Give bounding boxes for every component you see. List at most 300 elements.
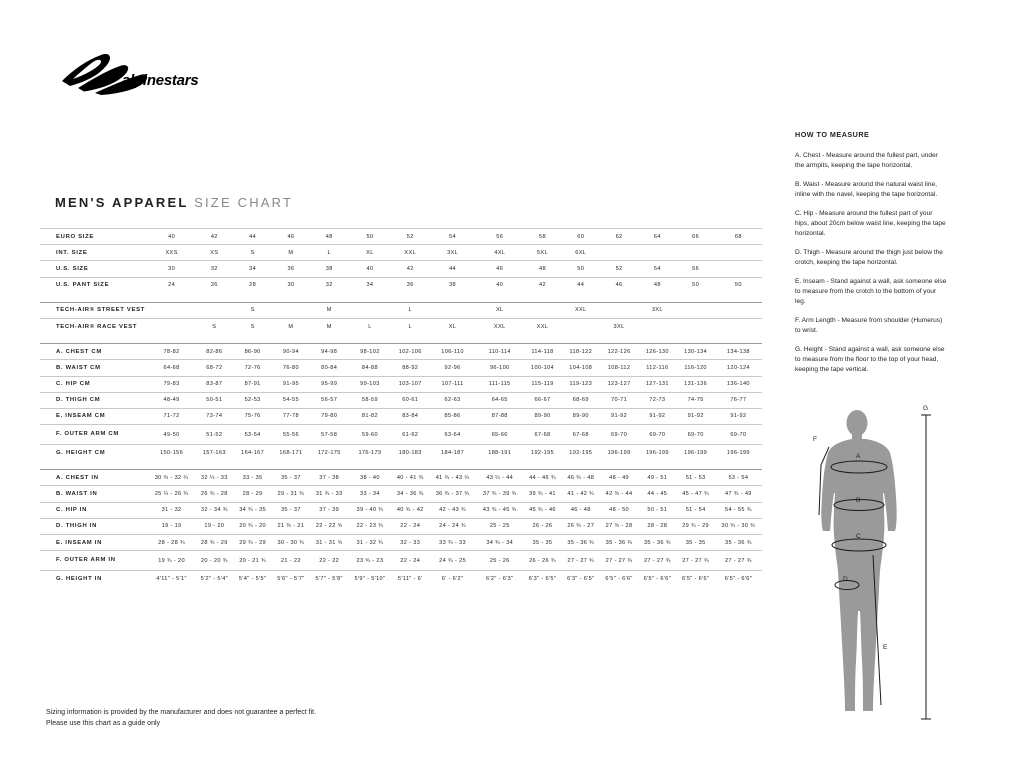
cell: 6'5" - 6'6" (600, 571, 638, 587)
row-label-height-cm: G. HEIGHT CM (40, 445, 148, 461)
cell: 29 ¾ - 29 (233, 535, 271, 551)
cell: 34 ¾ - 35 (233, 502, 271, 518)
table-row (40, 360, 762, 376)
cell: 22 - 24 (392, 551, 429, 571)
cell: XXL (476, 318, 523, 334)
cell: 168-171 (272, 445, 310, 461)
cell: 29 ¾ - 29 (676, 518, 714, 534)
cell: 22 - 22 (310, 551, 348, 571)
row-label-us-pant-size: U.S. PANT SIZE (40, 277, 148, 293)
cell: 3XL (638, 302, 676, 318)
row-label-outer-arm-in (40, 551, 148, 571)
cell: 114-118 (523, 344, 561, 360)
cell: 40 (476, 277, 523, 293)
cell: 5'4" - 5'5" (233, 571, 271, 587)
footer-disclaimer (46, 707, 316, 730)
cell: 44 (429, 261, 476, 277)
table-row (40, 571, 762, 587)
cell: 34 - 36 ¾ (392, 486, 429, 502)
cell: 85-86 (429, 408, 476, 424)
cell: 188-191 (476, 445, 523, 461)
cell: 50 (348, 229, 391, 245)
cell: 3XL (429, 245, 476, 261)
cell: 36 (272, 261, 310, 277)
spacer-row (40, 334, 762, 344)
row-label-inseam-in: E. INSEAM IN (40, 535, 148, 551)
cell: 30 (272, 277, 310, 293)
cell: 38 (429, 277, 476, 293)
table-row (40, 470, 762, 486)
cell: M (310, 302, 348, 318)
cell: 50-51 (195, 392, 233, 408)
cell: 49-50 (148, 425, 195, 445)
row-label-chest-cm: A. CHEST CM (40, 344, 148, 360)
cell (638, 318, 676, 334)
cell (676, 318, 714, 334)
cell: 50 - 51 (638, 502, 676, 518)
cell: 22 - 24 (392, 518, 429, 534)
cell: 119-123 (562, 376, 600, 392)
cell: 38 (310, 261, 348, 277)
cell (619, 245, 638, 261)
cell: 5'11" - 6' (392, 571, 429, 587)
cell: 39 - 40 ¾ (348, 502, 391, 518)
table-row (40, 261, 762, 277)
cell: XXL (562, 302, 600, 318)
cell: 27 - 27 ¾ (562, 551, 600, 571)
cell (657, 245, 676, 261)
table-row (40, 344, 762, 360)
cell: L (392, 318, 429, 334)
cell: 196-199 (600, 445, 638, 461)
cell: 21 ¾ - 21 (272, 518, 310, 534)
table-row (40, 229, 762, 245)
cell: 106-110 (429, 344, 476, 360)
cell: 48 - 50 (600, 502, 638, 518)
cell: 72-76 (233, 360, 271, 376)
cell: 122-126 (600, 344, 638, 360)
cell: 21 - 22 (272, 551, 310, 571)
cell: 51-52 (195, 425, 233, 445)
table-row (40, 518, 762, 534)
how-to-measure-item-f: F. Arm Length - Measure from shoulder (Humerus) to wrist. (795, 317, 943, 335)
cell: 56-57 (310, 392, 348, 408)
cell: 54 (638, 261, 676, 277)
cell (195, 302, 233, 318)
cell: 27 - 27 ¾ (600, 551, 638, 571)
cell: 86-90 (233, 344, 271, 360)
cell: 48 (638, 277, 676, 293)
cell: 6'5" - 6'6" (638, 571, 676, 587)
row-label-euro-size: EURO SIZE (40, 229, 148, 245)
cell: 73-74 (195, 408, 233, 424)
cell: 196-199 (715, 445, 762, 461)
size-chart-table (40, 228, 762, 586)
cell: 63-64 (429, 425, 476, 445)
cell: 68-69 (562, 392, 600, 408)
cell: 90-94 (272, 344, 310, 360)
cell: 44 (562, 277, 600, 293)
cell: XXS (148, 245, 195, 261)
how-to-measure-item-d: D. Thigh - Measure around the thigh just below the crotch, keeping the tape horizontal. (795, 249, 943, 267)
cell: 48 (523, 261, 561, 277)
cell: 69-70 (715, 425, 762, 445)
cell: 26 - 26 ¾ (523, 551, 561, 571)
cell: 126-130 (638, 344, 676, 360)
cell: 45 ¾ - 46 (523, 502, 561, 518)
cell: 33 ¾ - 33 (429, 535, 476, 551)
cell: 31 - 32 (148, 502, 195, 518)
row-label-inseam-cm: E. INSEAM CM (40, 408, 148, 424)
row-label-text: F. OUTER ARM IN (56, 557, 116, 563)
diagram-label-g: G (923, 405, 929, 412)
cell (715, 245, 739, 261)
cell: 32 - 34 ¾ (195, 502, 233, 518)
cell: XXL (392, 245, 429, 261)
cell: 30 (148, 261, 195, 277)
table-row (40, 551, 762, 571)
cell (715, 261, 762, 277)
cell: 37 - 38 (310, 470, 348, 486)
cell: 104-108 (562, 360, 600, 376)
cell: 43 ¼ - 44 (476, 470, 523, 486)
cell: 26 ¾ - 27 (562, 518, 600, 534)
table-row (40, 245, 762, 261)
cell: 22 - 22 ¾ (310, 518, 348, 534)
diagram-label-c: C (856, 533, 861, 540)
cell: 80-84 (310, 360, 348, 376)
cell: M (272, 245, 310, 261)
cell: 44 (233, 229, 271, 245)
cell: 172-175 (310, 445, 348, 461)
cell: 28 - 29 (233, 486, 271, 502)
cell: 25 ¼ - 26 ¾ (148, 486, 195, 502)
cell: 35 - 36 ¾ (600, 535, 638, 551)
cell: 38 - 40 (348, 470, 391, 486)
row-label-int-size: INT. SIZE (40, 245, 148, 261)
cell: 35 - 37 (272, 502, 310, 518)
cell (523, 302, 561, 318)
cell: 59-60 (348, 425, 391, 445)
cell: 4XL (476, 245, 523, 261)
cell: 30 ¾ - 30 ¾ (715, 518, 762, 534)
cell: 46 - 48 (562, 502, 600, 518)
cell: 44 - 46 ¾ (523, 470, 561, 486)
row-label-height-in: G. HEIGHT IN (40, 571, 148, 587)
diagram-label-b: B (856, 497, 861, 504)
cell: 69-70 (676, 425, 714, 445)
cell: 120-124 (715, 360, 762, 376)
cell: 51 - 53 (676, 470, 714, 486)
row-label-chest-in: A. CHEST IN (40, 470, 148, 486)
cell: 42 ¾ - 44 (600, 486, 638, 502)
cell: 130-134 (676, 344, 714, 360)
cell: 51 - 54 (676, 502, 714, 518)
cell (348, 302, 391, 318)
cell: 28 (233, 277, 271, 293)
cell: 95-99 (310, 376, 348, 392)
cell: 28 ¾ - 29 (195, 535, 233, 551)
cell: 30 - 30 ¾ (272, 535, 310, 551)
cell: 76-80 (272, 360, 310, 376)
cell: 89-90 (523, 408, 561, 424)
cell: 91-92 (676, 408, 714, 424)
cell: 53-54 (233, 425, 271, 445)
cell: S (195, 318, 233, 334)
cell: 123-127 (600, 376, 638, 392)
how-to-measure-item-g: G. Height - Stand against a wall, ask someone else to measure from the floor to the top of your head, keeping the tape vertical. (795, 346, 945, 374)
cell: 42 (523, 277, 561, 293)
cell: 103-107 (392, 376, 429, 392)
cell: 4'11" - 5'1" (148, 571, 195, 587)
page-title-sub: SIZE CHART (194, 195, 294, 210)
cell: 35 - 37 (272, 470, 310, 486)
how-to-measure-item-b: B. Waist - Measure around the natural waist line, inline with the navel, keeping the tape horizontal. (795, 181, 938, 199)
row-label-waist-in: B. WAIST IN (40, 486, 148, 502)
cell: 62 (600, 229, 638, 245)
cell: 110-114 (476, 344, 523, 360)
cell: 84-88 (348, 360, 391, 376)
cell (738, 245, 762, 261)
how-to-measure-item-e: E. Inseam - Stand against a wall, ask someone else to measure from the crotch to the bottom of your leg. (795, 278, 947, 306)
cell: 36 ¾ - 37 ¾ (429, 486, 476, 502)
row-label-outer-arm-cm (40, 425, 148, 445)
cell: 100-104 (523, 360, 561, 376)
row-label-us-size: U.S. SIZE (40, 261, 148, 277)
cell: 150-156 (148, 445, 195, 461)
cell: 54-55 (272, 392, 310, 408)
cell: 54 (429, 229, 476, 245)
row-label-waist-cm: B. WAIST CM (40, 360, 148, 376)
row-label-hip-cm: C. HIP CM (40, 376, 148, 392)
cell: 71-72 (148, 408, 195, 424)
how-to-measure-item-c: C. Hip - Measure around the fullest part of your hips, about 20cm below waist line, keeping the tape horizontal. (795, 210, 946, 238)
cell: 131-136 (676, 376, 714, 392)
table-row (40, 486, 762, 502)
cell: 96-100 (476, 360, 523, 376)
cell: 31 ¾ - 33 (310, 486, 348, 502)
cell: 74-75 (676, 392, 714, 408)
cell: 36 (392, 277, 429, 293)
cell: 19 - 20 (195, 518, 233, 534)
cell: 107-111 (429, 376, 476, 392)
footer-line-2: Please use this chart as a guide only (46, 720, 161, 728)
cell: 184-187 (429, 445, 476, 461)
cell: L (348, 318, 391, 334)
cell: 111-115 (476, 376, 523, 392)
table-row (40, 318, 762, 334)
table-row (40, 408, 762, 424)
cell: 33 - 34 (348, 486, 391, 502)
cell: 23 ¾ - 23 (348, 551, 391, 571)
cell: 64-68 (148, 360, 195, 376)
alpinestars-logo (58, 50, 238, 96)
row-label-text: F. OUTER ARM CM (56, 430, 119, 437)
cell: 60-61 (392, 392, 429, 408)
cell: 32 (195, 261, 233, 277)
table-row (40, 392, 762, 408)
cell: 26 ¾ - 28 (195, 486, 233, 502)
diagram-label-e: E (883, 644, 888, 651)
cell: 58-59 (348, 392, 391, 408)
cell: 49 - 51 (638, 470, 676, 486)
cell: 5'2" - 5'4" (195, 571, 233, 587)
cell: 62-63 (429, 392, 476, 408)
cell: 6'5" - 6'6" (676, 571, 714, 587)
cell: 64-65 (476, 392, 523, 408)
cell: 40 (148, 229, 195, 245)
cell: 32 ¼ - 33 (195, 470, 233, 486)
table-row (40, 302, 762, 318)
cell: 53 - 54 (715, 470, 762, 486)
cell: 52 (392, 229, 429, 245)
cell: 196-199 (638, 445, 676, 461)
cell: 40 (348, 261, 391, 277)
cell (272, 302, 310, 318)
cell: 48 - 49 (600, 470, 638, 486)
cell: 69-70 (638, 425, 676, 445)
cell: 46 (600, 277, 638, 293)
cell: M (310, 318, 348, 334)
cell (148, 302, 195, 318)
spacer-row (40, 460, 762, 470)
page-title (55, 195, 293, 210)
cell: 42 (392, 261, 429, 277)
cell: 102-106 (392, 344, 429, 360)
body-measurement-diagram (795, 405, 955, 735)
cell: 99-103 (348, 376, 391, 392)
cell: 28 - 28 ¾ (148, 535, 195, 551)
cell: 116-120 (676, 360, 714, 376)
cell: 33 - 35 (233, 470, 271, 486)
table-row (40, 425, 762, 445)
cell: 55-56 (272, 425, 310, 445)
cell: 164-167 (233, 445, 271, 461)
cell: 42 (195, 229, 233, 245)
cell: 24 ¾ - 25 (429, 551, 476, 571)
row-label-techair-race-vest: TECH-AIR® RACE VEST (40, 318, 148, 334)
cell: XXL (523, 318, 561, 334)
cell: L (392, 302, 429, 318)
cell: 41 - 42 ¾ (562, 486, 600, 502)
cell (676, 302, 714, 318)
cell: 192-195 (562, 445, 600, 461)
row-label-thigh-in: D. THIGH IN (40, 518, 148, 534)
cell: 35 - 35 (676, 535, 714, 551)
cell: 57-58 (310, 425, 348, 445)
cell: 56 (476, 229, 523, 245)
cell: 6'5" - 6'6" (715, 571, 762, 587)
cell: 35 - 36 ¾ (715, 535, 762, 551)
cell: 47 ¾ - 49 (715, 486, 762, 502)
cell: 5'9" - 5'10" (348, 571, 391, 587)
cell: 39 ¾ - 41 (523, 486, 561, 502)
spacer-row (40, 293, 762, 303)
cell: 50 (715, 277, 762, 293)
cell: 27 - 27 ¾ (638, 551, 676, 571)
cell: 30 ¾ - 32 ¼ (148, 470, 195, 486)
table-row (40, 445, 762, 461)
cell: 31 - 32 ¾ (348, 535, 391, 551)
footer-line-1: Sizing information is provided by the manufacturer and does not guarantee a perfect fit. (46, 708, 317, 716)
cell: 28 - 28 (638, 518, 676, 534)
cell: 50 (676, 277, 714, 293)
diagram-label-f: F (813, 436, 817, 443)
cell: 26 (195, 277, 233, 293)
cell: 20 ¾ - 20 (233, 518, 271, 534)
cell: 91-92 (638, 408, 676, 424)
cell: 26 - 26 (523, 518, 561, 534)
cell: 48 (310, 229, 348, 245)
cell: 196-199 (676, 445, 714, 461)
cell: 58 (523, 229, 561, 245)
cell: 91-92 (600, 408, 638, 424)
row-label-thigh-cm: D. THIGH CM (40, 392, 148, 408)
cell: 24 (148, 277, 195, 293)
cell: 91-92 (715, 408, 762, 424)
cell: 56 (676, 261, 714, 277)
cell: 115-119 (523, 376, 561, 392)
cell: 6XL (562, 245, 600, 261)
cell: 40 ¾ - 42 (392, 502, 429, 518)
cell: 32 - 33 (392, 535, 429, 551)
cell: 25 - 25 (476, 518, 523, 534)
cell: 24 - 24 ¾ (429, 518, 476, 534)
cell: 78-82 (148, 344, 195, 360)
cell: 46 (476, 261, 523, 277)
cell: 35 - 36 ¾ (562, 535, 600, 551)
cell: 6' - 6'2" (429, 571, 476, 587)
cell: 91-95 (272, 376, 310, 392)
cell: 72-73 (638, 392, 676, 408)
cell: 88-92 (392, 360, 429, 376)
cell: 176-179 (348, 445, 391, 461)
cell: S (233, 245, 271, 261)
cell: 43 ¾ - 45 ¾ (476, 502, 523, 518)
cell: 5'6" - 5'7" (272, 571, 310, 587)
cell: 31 - 31 ¾ (310, 535, 348, 551)
table-row (40, 277, 762, 293)
cell (429, 302, 476, 318)
cell: 37 - 39 (310, 502, 348, 518)
cell: 44 - 45 (638, 486, 676, 502)
cell: XS (195, 245, 233, 261)
cell: 29 - 31 ¾ (272, 486, 310, 502)
cell (600, 245, 619, 261)
cell: 75-76 (233, 408, 271, 424)
cell: 157-163 (195, 445, 233, 461)
cell: M (272, 318, 310, 334)
cell: 52 (600, 261, 638, 277)
cell: 6'3" - 6'5" (562, 571, 600, 587)
cell: 79-83 (148, 376, 195, 392)
cell: 54 - 55 ¾ (715, 502, 762, 518)
cell: XL (476, 302, 523, 318)
cell: 60 (562, 229, 600, 245)
cell (696, 245, 715, 261)
cell: 66 (676, 229, 714, 245)
cell: 3XL (600, 318, 638, 334)
size-chart-body (40, 229, 762, 587)
cell: S (233, 302, 271, 318)
cell: 19 ¾ - 20 (148, 551, 195, 571)
cell: 68-72 (195, 360, 233, 376)
cell: 35 - 35 (523, 535, 561, 551)
cell: 69-70 (600, 425, 638, 445)
cell: 112-116 (638, 360, 676, 376)
cell: 50 (562, 261, 600, 277)
cell: 34 (348, 277, 391, 293)
